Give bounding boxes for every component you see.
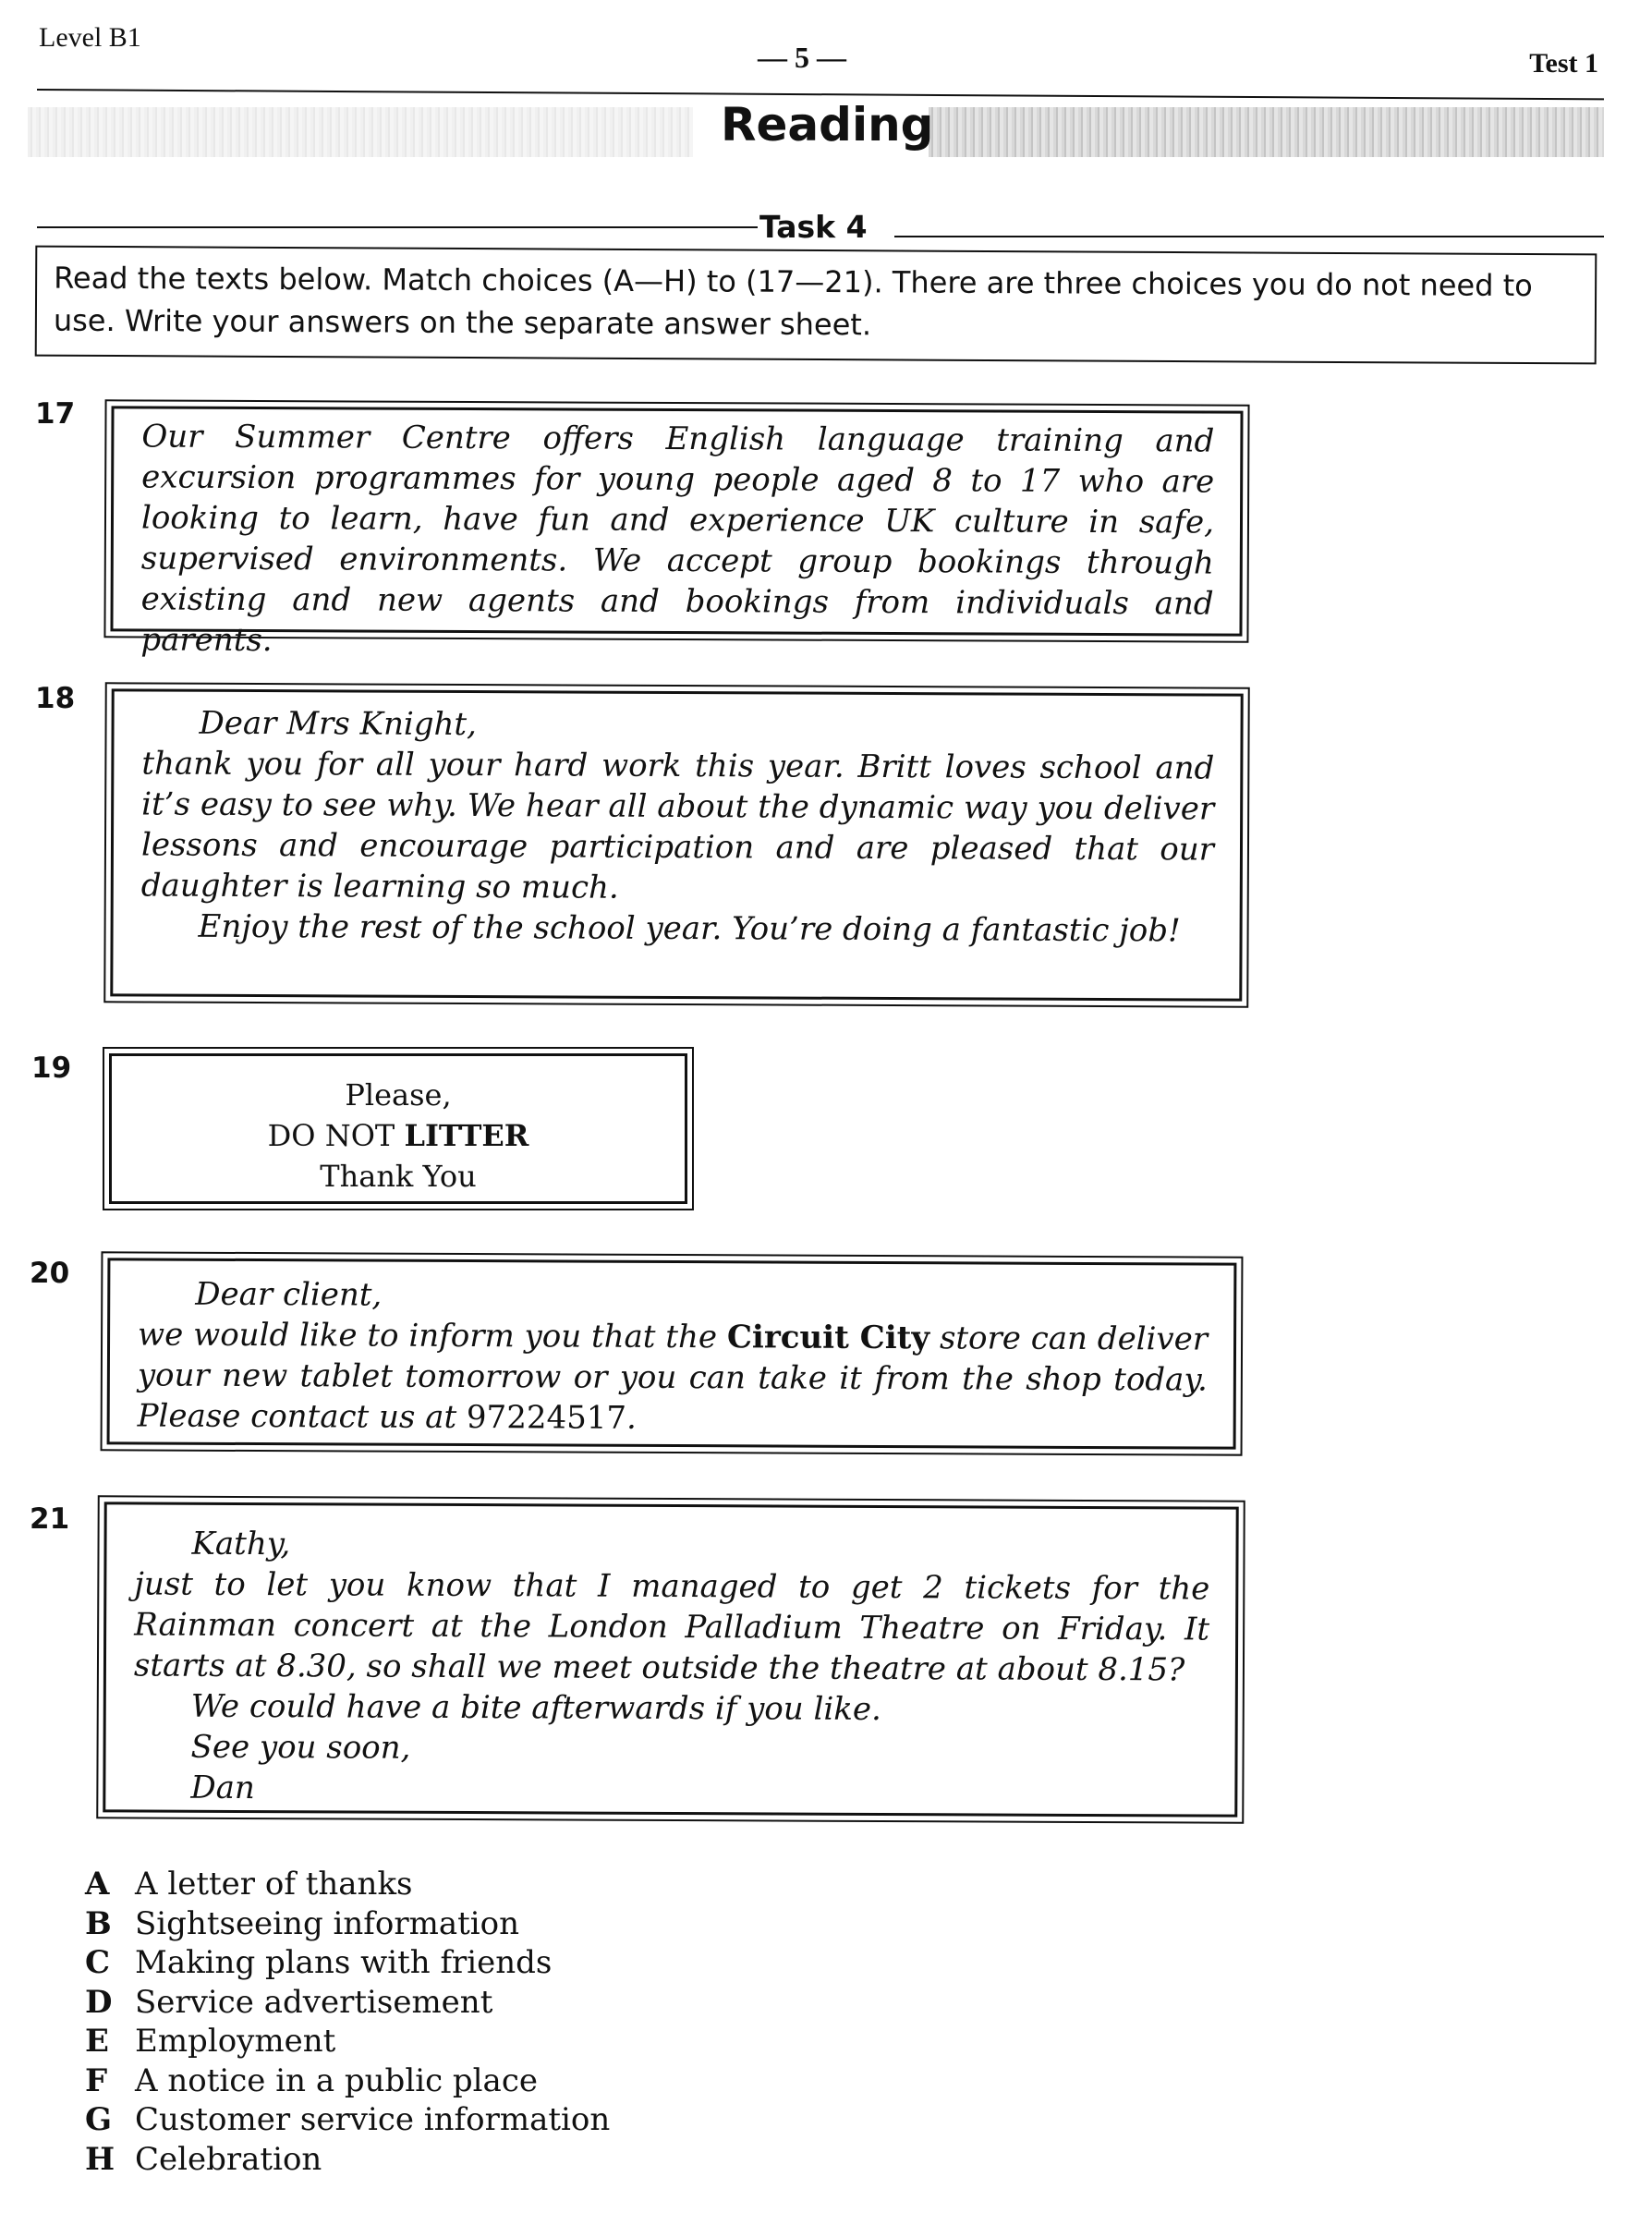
instructions-text: Read the texts below. Match choices (A—H) to (17—21). There are three choices you do not need to use. Write your answers on the separate answer sheet. [53,260,1533,343]
instructions-box [35,246,1597,365]
text-17-paragraph: Our Summer Centre offers English language training and excursion programmes for young people aged 8 to 17 who are looking to learn, have fun and experience UK culture in safe, supervised environments. We accept group bookings through existing and new agents and bookings from individuals and parents. [140,418,1215,660]
notice-box-19 [109,1053,687,1204]
task-rule-right [894,236,1604,237]
notice-line-please: Please, [345,1077,452,1113]
text-21-greeting: Kathy, [191,1525,291,1563]
text-20-greeting: Dear client, [195,1275,383,1314]
choice-a [85,1865,610,1904]
choice-e [85,2022,610,2061]
store-name: Circuit City [726,1319,930,1357]
choice-text: Celebration [135,2140,322,2178]
choice-letter: G [85,2101,113,2138]
question-number-17: 17 [35,397,76,431]
choice-c [85,1943,610,1983]
choice-letter: H [85,2140,115,2178]
choices-list [85,1865,610,2179]
task-rule-left [37,226,758,228]
choice-b [85,1904,610,1944]
choice-text: Employment [135,2023,336,2060]
text-21-line2: We could have a bite afterwards if you like. [190,1687,881,1728]
question-number-21: 21 [30,1502,70,1536]
choice-letter: F [85,2061,108,2099]
choice-letter: E [85,2023,109,2060]
text-20-body [138,1314,1209,1441]
page-number: — 5 — [758,41,846,74]
text-20-body-part2: store can deliver your new tablet tomorrow or you can take it from the shop today. Please contact us at [137,1319,1209,1437]
level-label: Level B1 [39,22,141,53]
text-box-20 [107,1258,1237,1449]
text-box-21 [103,1502,1238,1817]
choice-text: Customer service information [135,2101,611,2138]
choice-text: Making plans with friends [135,1944,553,1981]
choice-f [85,2061,610,2101]
task-title: Task 4 [759,209,868,245]
notice-litter: LITTER [404,1118,529,1153]
notice-line-do-not-litter [112,1115,685,1156]
choice-d [85,1983,610,2023]
text-21-signature: Dan [190,1769,255,1807]
choice-letter: C [85,1944,111,1981]
question-number-19: 19 [31,1052,72,1085]
notice-do-not: DO NOT [267,1118,405,1153]
choice-h [85,2140,610,2180]
question-number-18: 18 [35,682,76,715]
phone-number: 97224517 [466,1399,627,1437]
choice-text: Service advertisement [135,1983,493,2021]
text-box-17 [110,406,1243,660]
choice-text: A notice in a public place [135,2061,538,2099]
section-banner-left [28,107,693,157]
choice-text: Sightseeing information [135,1904,520,1942]
notice-line-thank-you: Thank You [320,1159,477,1194]
text-21-line3: See you soon, [190,1728,411,1767]
choice-letter: A [85,1866,110,1903]
text-18-greeting: Dear Mrs Knight, [199,704,477,744]
text-21-body: just to let you know that I managed to get 2 tickets for the Rainman concert at the London Palladium Theatre on Friday. It starts at 8.30, so shall we meet outside the theatre at about 8.15? [133,1565,1210,1689]
choice-letter: D [85,1983,113,2021]
section-title: Reading [721,98,934,152]
choice-letter: B [85,1904,112,1942]
text-18-closing: Enjoy the rest of the school year. You’re doing a fantastic job! [198,907,1181,950]
choice-g [85,2100,610,2140]
text-20-body-part1: we would like to inform you that the [137,1316,727,1356]
text-box-18 [110,688,1243,1001]
text-18-body: thank you for all your hard work this year. Britt loves school and it’s easy to see why. We hear all about the dynamic way you deliver lessons and encourage participation and are pleased that our daughter is learning so much. [140,745,1215,906]
section-banner-right [929,107,1604,157]
test-label: Test 1 [1529,48,1598,79]
text-20-body-end: . [626,1399,637,1437]
question-number-20: 20 [30,1257,70,1290]
choice-text: A letter of thanks [135,1866,413,1903]
